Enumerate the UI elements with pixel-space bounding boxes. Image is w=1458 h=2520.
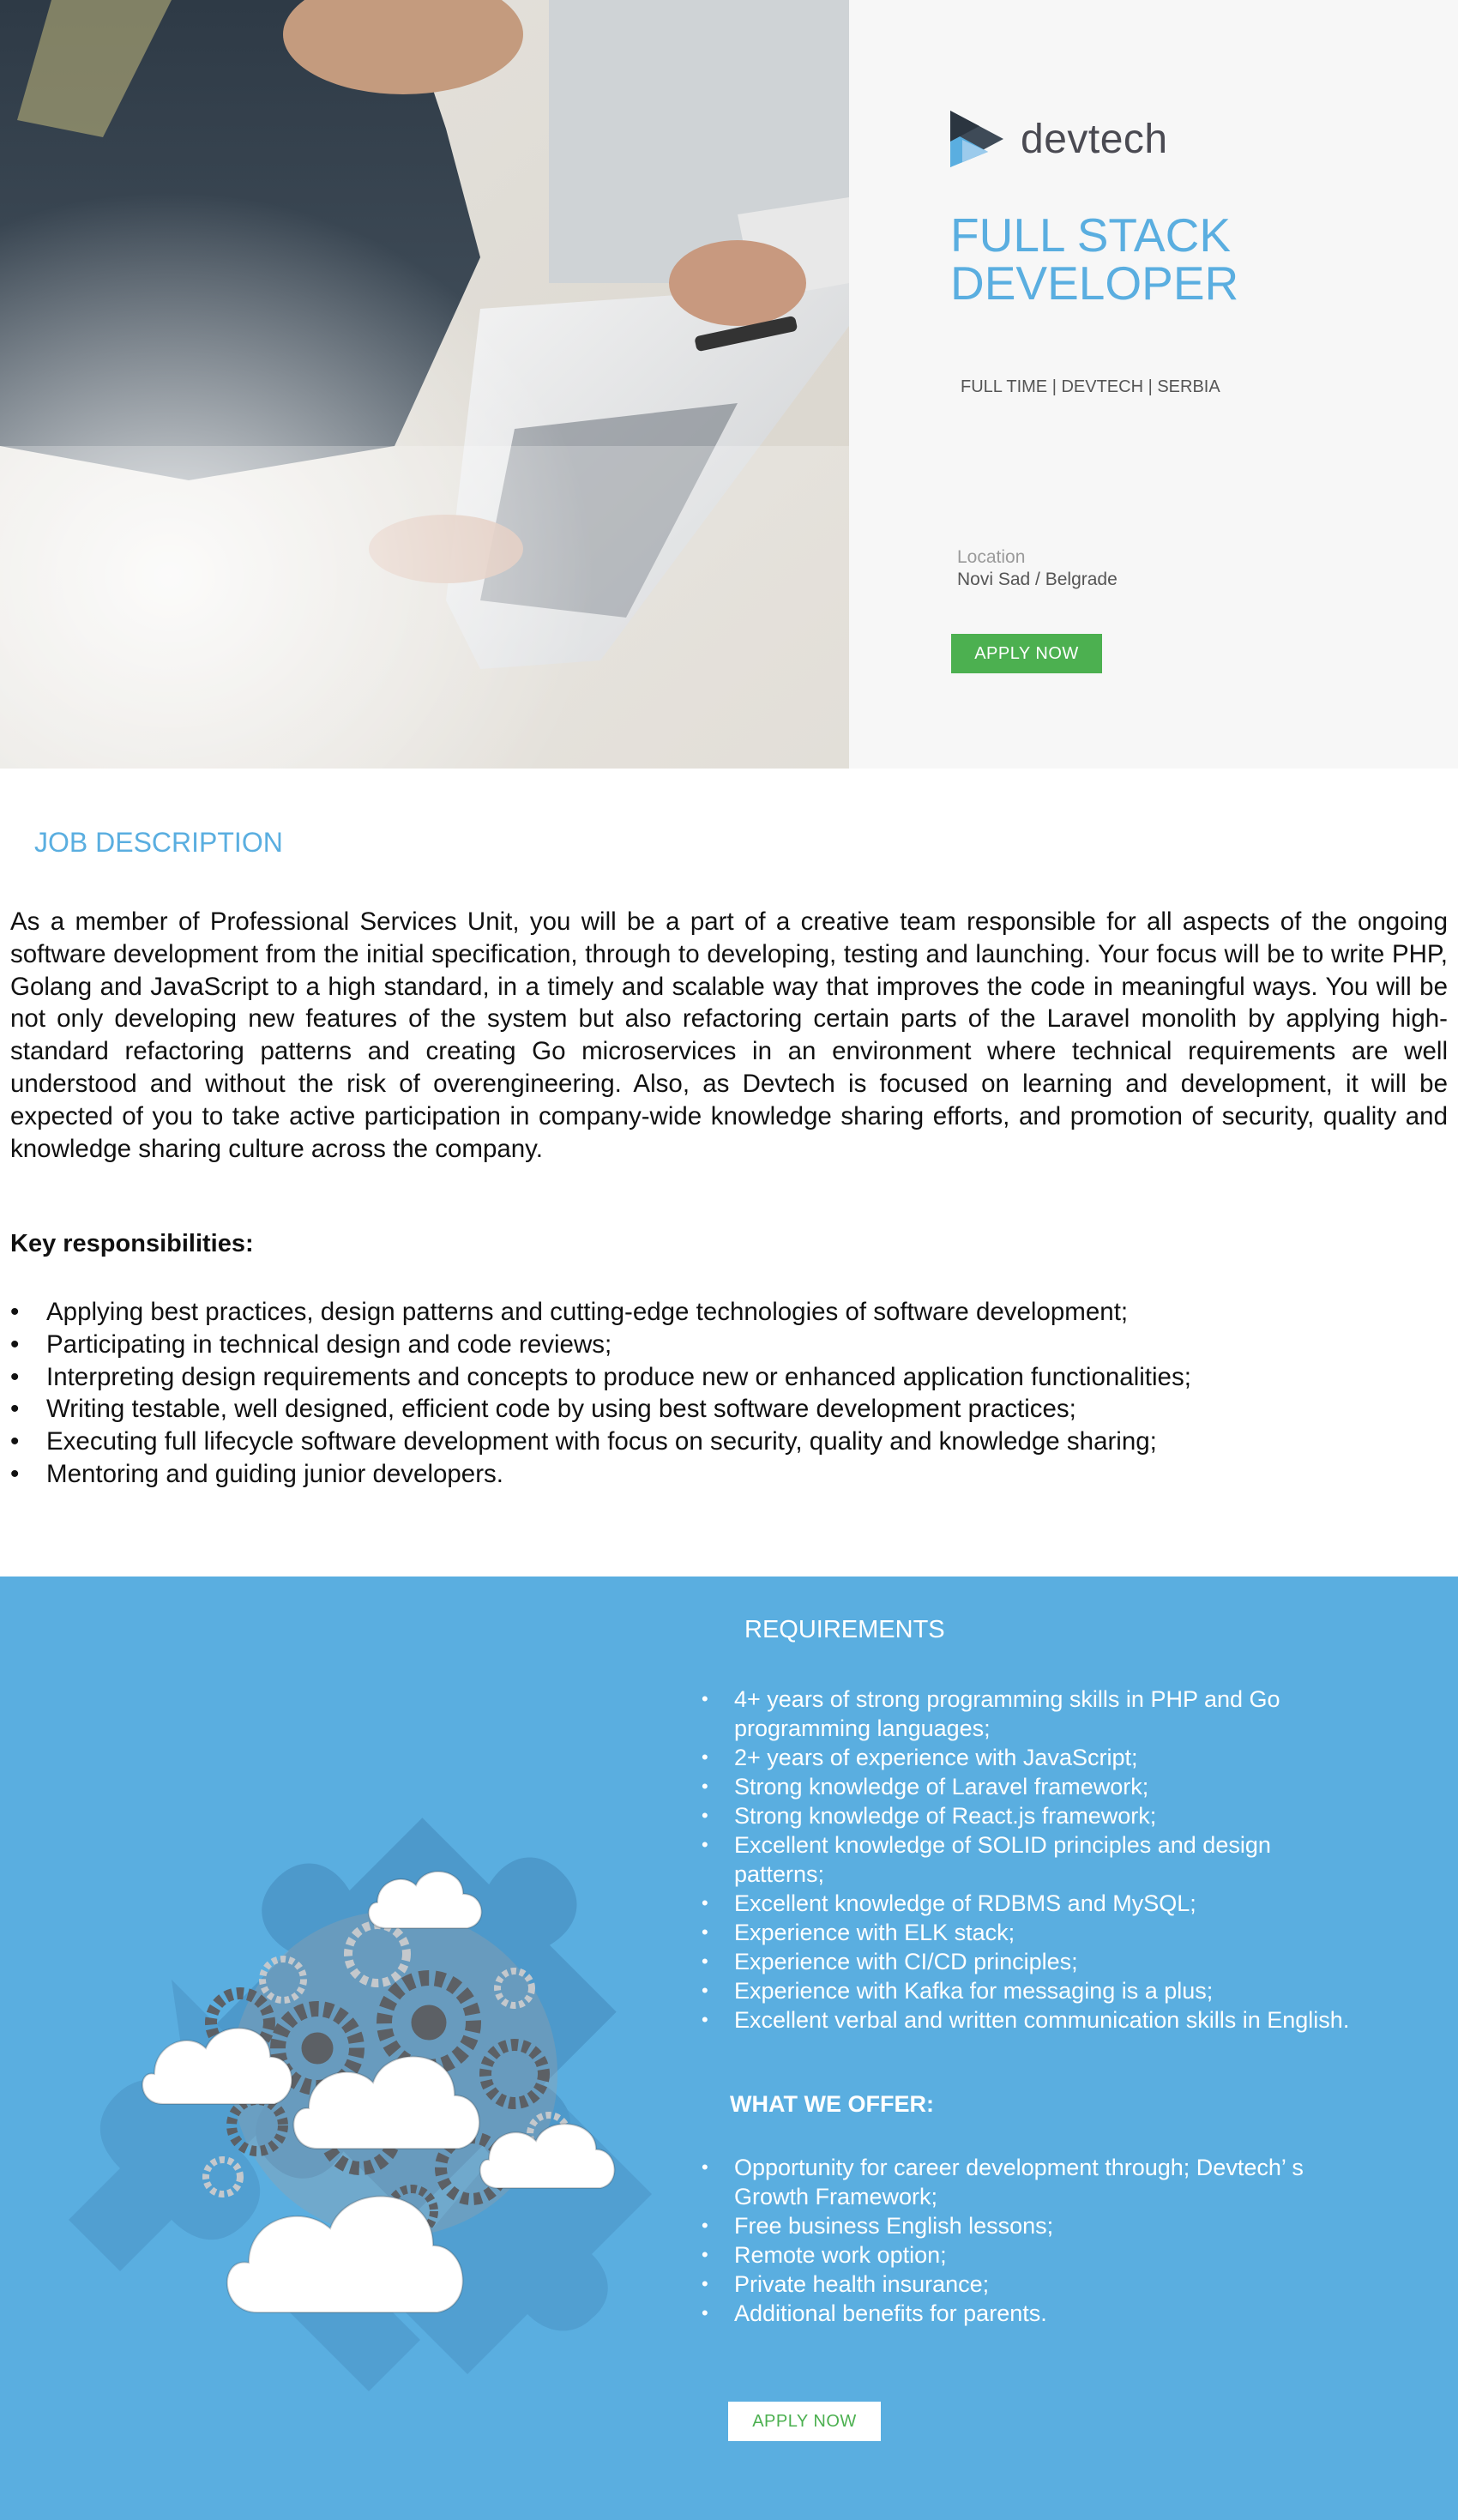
hero-section (0, 0, 1458, 769)
puzzle-cloud-gears-illustration (69, 1765, 703, 2417)
requirements-section (0, 1577, 1458, 2520)
list-item: • Writing testable, well designed, efficient code by using best software development practices; (10, 1393, 1191, 1426)
apply-now-button-top[interactable]: APPLY NOW (951, 634, 1102, 673)
requirements-heading: REQUIREMENTS (744, 1616, 945, 1643)
apply-now-button-bottom[interactable]: APPLY NOW (728, 2402, 881, 2441)
devtech-logo-icon (950, 107, 1007, 171)
developer-laptop-image (0, 0, 849, 769)
what-we-offer-heading: WHAT WE OFFER: (730, 2091, 934, 2117)
offer-list (702, 2153, 1353, 2328)
list-item: • Free business English lessons; (702, 2211, 1353, 2240)
list-item: • Experience with ELK stack; (702, 1918, 1353, 1947)
list-item: • Participating in technical design and code reviews; (10, 1329, 1191, 1361)
list-item: • Additional benefits for parents. (702, 2299, 1353, 2328)
devtech-logo[interactable] (950, 105, 1168, 173)
list-item: • Opportunity for career development through; Devtech’ s Growth Framework; (702, 2153, 1353, 2211)
job-description-heading: JOB DESCRIPTION (34, 827, 283, 858)
list-item: • Experience with Kafka for messaging is a plus; (702, 1976, 1353, 2005)
logo-text: devtech (1021, 116, 1168, 162)
location-value: Novi Sad / Belgrade (957, 570, 1118, 589)
list-item: • Applying best practices, design patterns and cutting-edge technologies of software development; (10, 1296, 1191, 1329)
list-item: • Strong knowledge of React.js framework; (702, 1801, 1353, 1830)
list-item: • Executing full lifecycle software development with focus on security, quality and knowledge sharing; (10, 1426, 1191, 1458)
list-item: • Excellent verbal and written communication skills in English. (702, 2005, 1353, 2035)
list-item: • Interpreting design requirements and concepts to produce new or enhanced application functionalities; (10, 1361, 1191, 1394)
list-item: • Strong knowledge of Laravel framework; (702, 1772, 1353, 1801)
requirements-list (702, 1685, 1353, 2035)
list-item: • 4+ years of strong programming skills in PHP and Go programming languages; (702, 1685, 1353, 1743)
list-item: • Excellent knowledge of RDBMS and MySQL; (702, 1889, 1353, 1918)
job-meta: FULL TIME | DEVTECH | SERBIA (961, 377, 1220, 396)
job-title-line-2: DEVELOPER (950, 256, 1239, 310)
responsibilities-heading: Key responsibilities: (10, 1230, 254, 1257)
list-item: • Experience with CI/CD principles; (702, 1947, 1353, 1976)
responsibilities-list (10, 1296, 1191, 1491)
list-item: • 2+ years of experience with JavaScript; (702, 1743, 1353, 1772)
list-item: • Private health insurance; (702, 2270, 1353, 2299)
list-item: • Remote work option; (702, 2240, 1353, 2270)
job-description-body: As a member of Professional Services Unit, you will be a part of a creative team responsible for all aspects of the ongoing software development from the initial specification, through to developing, testing and launching. Your focus will be to write PHP, Golang and JavaScript to a high standard, in a timely and scalable way that improves the code in meaningful ways. You will be not only developing new features of the system but also refactoring certain parts of the Laravel monolith by applying high-standard refactoring patterns and creating Go microservices in an environment where technical requirements are well understood and without the risk of overengineering. Also, as Devtech is focused on learning and development, it will be expected of you to take active participation in company-wide knowledge sharing efforts, and promotion of security, quality and knowledge sharing culture across the company. (10, 907, 1448, 1163)
location-label: Location (957, 547, 1026, 567)
list-item: • Mentoring and guiding junior developers. (10, 1458, 1191, 1491)
list-item: • Excellent knowledge of SOLID principles and design patterns; (702, 1830, 1353, 1889)
job-title (950, 208, 1379, 310)
hero-photo (0, 0, 849, 769)
job-title-line-1: FULL STACK (950, 208, 1232, 262)
